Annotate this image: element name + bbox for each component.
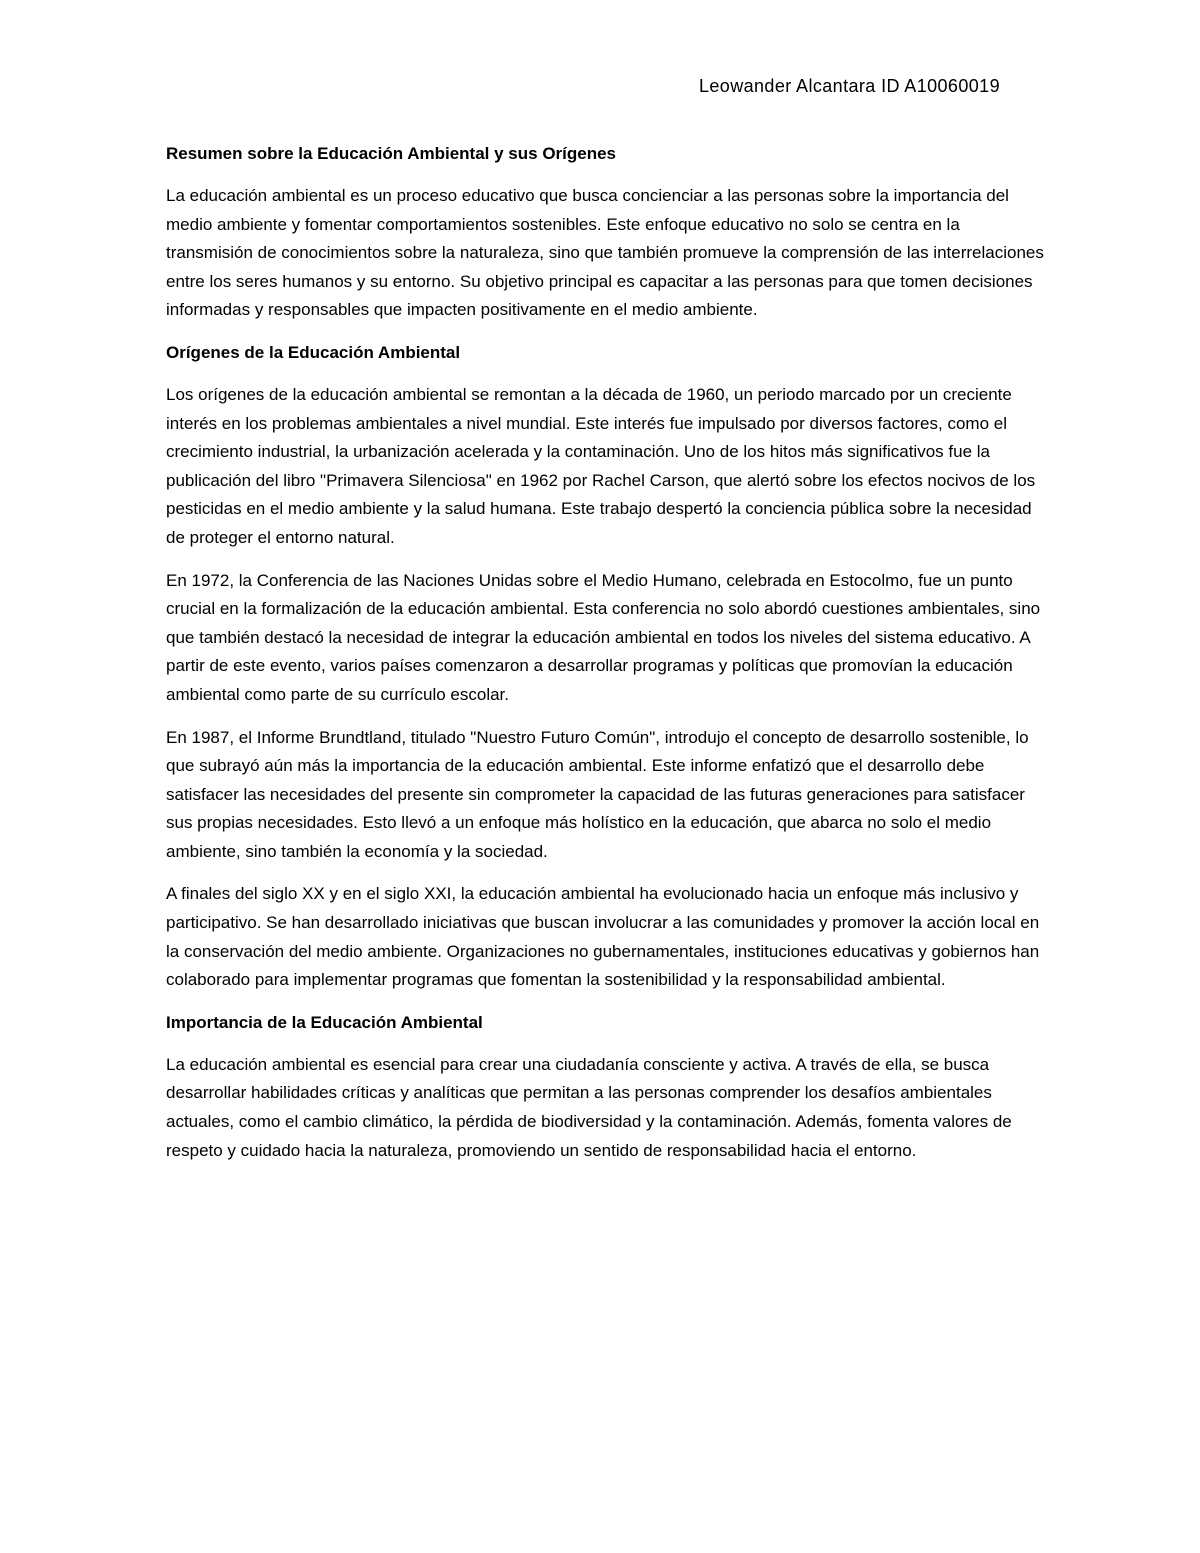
document-title: Resumen sobre la Educación Ambiental y sus Orígenes [166, 144, 617, 163]
importance-paragraph-1: La educación ambiental es esencial para crear una ciudadanía consciente y activa. A través de ella, se busca desarrollar habilidades críticas y analíticas que permitan a las personas comprender los desafíos ambientales actuales, como el cambio climático, la pérdida de biodiversidad y la contaminación. Además, fomenta valores de respeto y cuidado hacia la naturaleza, promoviendo un sentido de responsabilidad hacia el entorno. [166, 1054, 1012, 1160]
intro-paragraph: La educación ambiental es un proceso educativo que busca concienciar a las personas sobre la importancia del medio ambiente y fomentar comportamientos sostenibles. Este enfoque educativo no solo se centra en la transmisión de conocimientos sobre la naturaleza, sino que también promueve la comprensión de las interrelaciones entre los seres humanos y su entorno. Su objetivo principal es capacitar a las personas para que tomen decisiones informadas y responsables que impacten positivamente en el medio ambiente. [166, 186, 1044, 320]
origins-paragraph-1: Los orígenes de la educación ambiental se remontan a la década de 1960, un periodo marcado por un creciente interés en los problemas ambientales a nivel mundial. Este interés fue impulsado por diversos factores, como el crecimiento industrial, la urbanización acelerada y la contaminación. Uno de los hitos más significativos fue la publicación del libro "Primavera Silenciosa" en 1962 por Rachel Carson, que alertó sobre los efectos nocivos de los pesticidas en el medio ambiente y la salud humana. Este trabajo despertó la conciencia pública sobre la necesidad de proteger el entorno natural. [166, 384, 1036, 547]
importance-heading: Importancia de la Educación Ambiental [166, 1012, 483, 1032]
origins-heading: Orígenes de la Educación Ambiental [166, 342, 461, 362]
origins-paragraph-3: En 1987, el Informe Brundtland, titulado "Nuestro Futuro Común", introdujo el concepto de desarrollo sostenible, lo que subrayó aún más la importancia de la educación ambiental. Este informe enfatizó que el desarrollo debe satisfacer las necesidades del presente sin comprometer la capacidad de las futuras generaciones para satisfacer sus propias necesidades. Esto llevó a un enfoque más holístico en la educación, que abarca no solo el medio ambiente, sino también la economía y la sociedad. [166, 727, 1029, 861]
origins-paragraph-2: En 1972, la Conferencia de las Naciones Unidas sobre el Medio Humano, celebrada en Estocolmo, fue un punto crucial en la formalización de la educación ambiental. Esta conferencia no solo abordó cuestiones ambientales, sino que también destacó la necesidad de integrar la educación ambiental en todos los niveles del sistema educativo. A partir de este evento, varios países comenzaron a desarrollar programas y políticas que promovían la educación ambiental como parte de su currículo escolar. [166, 570, 1041, 704]
author-header: Leowander Alcantara ID A10060019 [698, 76, 1000, 96]
origins-paragraph-4: A finales del siglo XX y en el siglo XXI, la educación ambiental ha evolucionado hacia un enfoque más inclusivo y participativo. Se han desarrollado iniciativas que buscan involucrar a las comunidades y promover la acción local en la conservación del medio ambiente. Organizaciones no gubernamentales, instituciones educativas y gobiernos han colaborado para implementar programas que fomentan la sostenibilidad y la responsabilidad ambiental. [166, 884, 1040, 990]
document-body [166, 140, 1046, 1179]
